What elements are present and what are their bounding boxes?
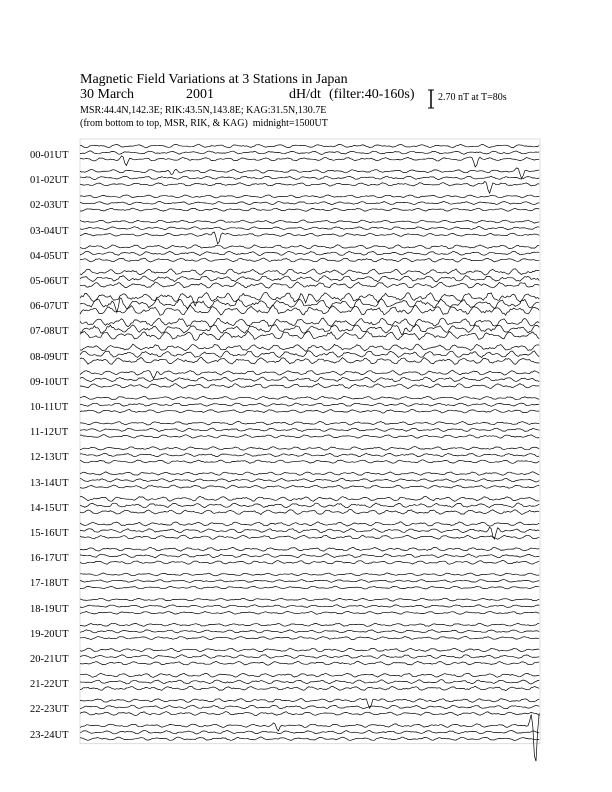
hour-label: 19-20UT bbox=[30, 628, 69, 640]
hour-label: 14-15UT bbox=[30, 502, 69, 514]
filter-label: (filter:40-160s) bbox=[329, 87, 415, 102]
trace-msr-22-23ut bbox=[80, 712, 539, 716]
trace-rik-19-20ut bbox=[80, 630, 539, 633]
trace-rik-11-12ut bbox=[80, 428, 539, 432]
date-label: 30 March bbox=[80, 87, 135, 102]
trace-kag-09-10ut bbox=[80, 370, 539, 378]
hour-label: 23-24UT bbox=[30, 729, 69, 741]
hour-label: 08-09UT bbox=[30, 351, 69, 363]
trace-kag-05-06ut bbox=[80, 269, 539, 276]
trace-msr-19-20ut bbox=[80, 636, 539, 639]
trace-rik-17-18ut bbox=[80, 580, 539, 583]
midnight-note: midnight=1500UT bbox=[252, 118, 328, 129]
trace-kag-12-13ut bbox=[80, 447, 539, 451]
trace-kag-07-08ut bbox=[80, 318, 539, 327]
trace-kag-10-11ut bbox=[80, 396, 539, 400]
station-coordinates: MSR:44.4N,142.3E; RIK:43.5N,143.8E; KAG:31.5N,130.7E bbox=[80, 105, 327, 116]
trace-msr-13-14ut bbox=[80, 485, 539, 488]
trace-msr-14-15ut bbox=[80, 510, 539, 515]
trace-msr-10-11ut bbox=[80, 410, 539, 414]
hour-label: 04-05UT bbox=[30, 250, 69, 262]
year-label: 2001 bbox=[186, 87, 214, 102]
trace-rik-08-09ut bbox=[80, 351, 539, 358]
trace-kag-19-20ut bbox=[80, 623, 539, 626]
trace-kag-17-18ut bbox=[80, 573, 539, 576]
hour-label: 02-03UT bbox=[30, 200, 69, 212]
hour-label: 03-04UT bbox=[30, 225, 69, 237]
trace-rik-16-17ut bbox=[80, 554, 539, 558]
trace-msr-09-10ut bbox=[80, 384, 539, 389]
trace-rik-23-24ut bbox=[80, 730, 539, 734]
trace-kag-00-01ut bbox=[80, 144, 539, 148]
trace-msr-01-02ut bbox=[80, 181, 539, 193]
trace-msr-02-03ut bbox=[80, 208, 539, 211]
hour-label: 12-13UT bbox=[30, 452, 69, 464]
trace-msr-03-04ut bbox=[80, 232, 539, 244]
trace-msr-20-21ut bbox=[80, 661, 539, 665]
trace-rik-14-15ut bbox=[80, 503, 539, 508]
trace-msr-21-22ut bbox=[80, 686, 539, 690]
hour-label: 10-11UT bbox=[30, 402, 69, 413]
trace-msr-15-16ut bbox=[80, 535, 539, 539]
trace-msr-17-18ut bbox=[80, 586, 539, 589]
trace-rik-12-13ut bbox=[80, 453, 539, 457]
trace-kag-11-12ut bbox=[80, 421, 539, 425]
trace-rik-03-04ut bbox=[80, 227, 539, 230]
trace-msr-00-01ut bbox=[80, 156, 539, 167]
trace-rik-01-02ut bbox=[80, 176, 539, 180]
trace-msr-16-17ut bbox=[80, 560, 539, 564]
hour-label: 11-12UT bbox=[30, 427, 69, 439]
trace-kag-04-05ut bbox=[80, 245, 539, 249]
trace-rik-00-01ut bbox=[80, 151, 539, 155]
trace-msr-18-19ut bbox=[80, 611, 539, 614]
hour-label: 17-18UT bbox=[30, 578, 69, 590]
trace-kag-20-21ut bbox=[80, 648, 539, 652]
scale-label: 2.70 nT at T=80s bbox=[438, 92, 507, 103]
trace-msr-04-05ut bbox=[80, 258, 539, 262]
trace-rik-09-10ut bbox=[80, 377, 539, 382]
trace-kag-16-17ut bbox=[80, 547, 539, 551]
trace-kag-02-03ut bbox=[80, 195, 539, 198]
trace-rik-20-21ut bbox=[80, 655, 539, 659]
trace-rik-05-06ut bbox=[80, 276, 539, 282]
hour-label: 13-14UT bbox=[30, 477, 69, 489]
hour-label: 22-23UT bbox=[30, 704, 69, 716]
trace-rik-18-19ut bbox=[80, 605, 539, 608]
trace-msr-07-08ut bbox=[80, 331, 539, 340]
trace-rik-10-11ut bbox=[80, 403, 539, 406]
hour-label: 20-21UT bbox=[30, 654, 69, 665]
hour-label: 18-19UT bbox=[30, 603, 69, 615]
trace-msr-12-13ut bbox=[80, 460, 539, 464]
hour-label: 00-01UT bbox=[30, 150, 69, 161]
trace-rik-22-23ut bbox=[80, 705, 539, 709]
trace-kag-14-15ut bbox=[80, 496, 539, 501]
order-note: (from bottom to top, MSR, RIK, & KAG) bbox=[80, 118, 248, 129]
trace-msr-11-12ut bbox=[80, 435, 539, 439]
trace-kag-01-02ut bbox=[80, 168, 539, 179]
trace-rik-02-03ut bbox=[80, 201, 539, 204]
hour-label: 01-02UT bbox=[30, 175, 69, 187]
trace-kag-15-16ut bbox=[80, 522, 539, 526]
plot-frame bbox=[80, 139, 540, 744]
hour-label: 06-07UT bbox=[30, 301, 69, 313]
trace-kag-18-19ut bbox=[80, 598, 539, 601]
hour-label: 15-16UT bbox=[30, 528, 69, 539]
trace-msr-23-24ut bbox=[80, 737, 539, 741]
chart-title: Magnetic Field Variations at 3 Stations in Japan bbox=[80, 72, 348, 87]
trace-kag-06-07ut bbox=[80, 292, 539, 306]
trace-kag-23-24ut bbox=[80, 713, 539, 761]
trace-rik-04-05ut bbox=[80, 251, 539, 255]
hour-label: 21-22UT bbox=[30, 679, 69, 691]
hour-label: 16-17UT bbox=[30, 553, 69, 565]
hour-label: 05-06UT bbox=[30, 276, 69, 287]
trace-kag-03-04ut bbox=[80, 220, 539, 223]
hour-label: 09-10UT bbox=[30, 376, 69, 388]
hour-label: 07-08UT bbox=[30, 326, 69, 338]
trace-msr-05-06ut bbox=[80, 282, 539, 288]
trace-rik-13-14ut bbox=[80, 478, 539, 482]
trace-kag-21-22ut bbox=[80, 673, 539, 677]
trace-kag-08-09ut bbox=[80, 344, 539, 351]
trace-rik-21-22ut bbox=[80, 680, 539, 684]
quantity-label: dH/dt bbox=[289, 87, 321, 102]
trace-kag-13-14ut bbox=[80, 472, 539, 476]
trace-msr-08-09ut bbox=[80, 357, 539, 364]
